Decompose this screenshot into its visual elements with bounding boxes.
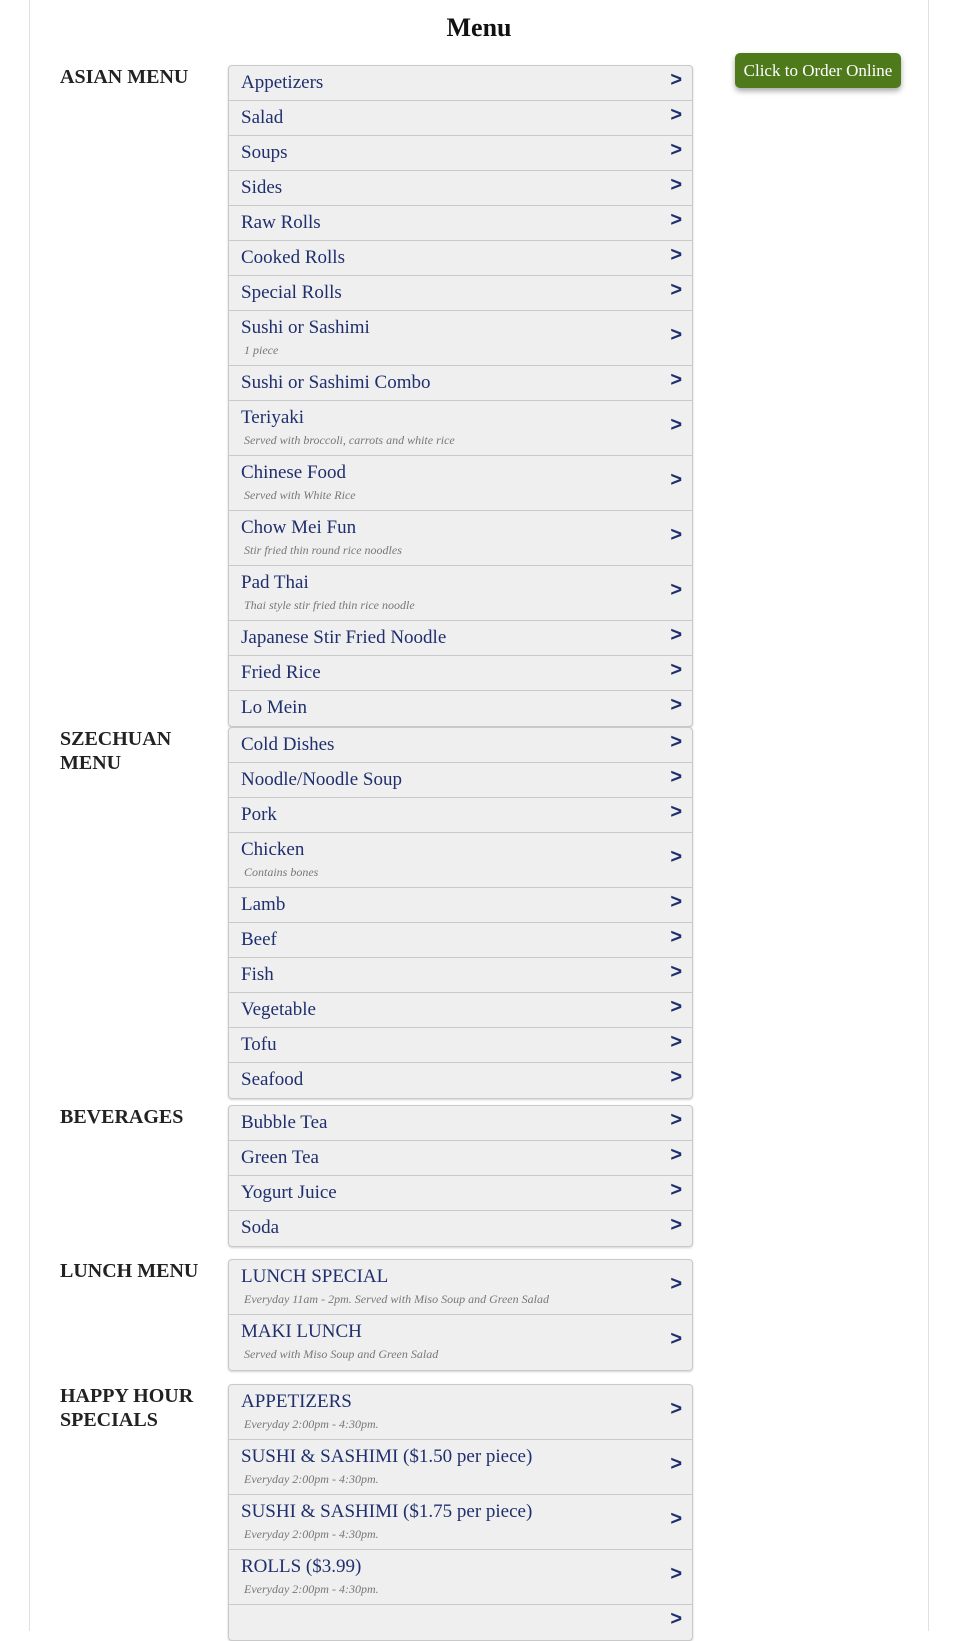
category-list: [228, 65, 693, 727]
category-list: [228, 1259, 693, 1371]
category-description: Served with broccoli, carrots and white rice: [244, 433, 455, 447]
category-description: Served with White Rice: [244, 488, 356, 502]
category-name: Chicken: [241, 839, 305, 860]
page-title: Menu: [446, 13, 512, 42]
menu-category-item[interactable]: [229, 136, 692, 171]
category-name: Soups: [241, 142, 288, 163]
category-description: Stir fried thin round rice noodles: [244, 543, 402, 557]
category-description: Everyday 2:00pm - 4:30pm.: [244, 1417, 379, 1431]
menu-category-item[interactable]: [229, 1063, 692, 1098]
chevron-right-icon: >: [670, 731, 682, 753]
menu-category-item[interactable]: [229, 1605, 692, 1640]
category-name: LUNCH SPECIAL: [241, 1266, 389, 1287]
category-name: Lo Mein: [241, 697, 307, 718]
menu-category-item[interactable]: [229, 1211, 692, 1246]
category-description: Everyday 2:00pm - 4:30pm.: [244, 1582, 379, 1596]
category-name: Fried Rice: [241, 662, 321, 683]
menu-category-item[interactable]: [229, 691, 692, 726]
category-description: Served with Miso Soup and Green Salad: [244, 1347, 439, 1361]
category-name: Green Tea: [241, 1147, 319, 1168]
order-online-button[interactable]: Click to Order Online: [735, 53, 901, 88]
category-description: Everyday 11am - 2pm. Served with Miso Soup and Green Salad: [244, 1292, 549, 1306]
menu-category-item[interactable]: [229, 1028, 692, 1063]
menu-category-item[interactable]: [229, 511, 692, 566]
chevron-right-icon: >: [670, 1214, 682, 1236]
menu-category-item[interactable]: [229, 66, 692, 101]
chevron-right-icon: >: [670, 244, 682, 266]
category-name: Raw Rolls: [241, 212, 321, 233]
category-name: Teriyaki: [241, 407, 305, 428]
category-name: Noodle/Noodle Soup: [241, 769, 402, 790]
category-name: ROLLS ($3.99): [241, 1556, 362, 1577]
category-name: Sushi or Sashimi: [241, 317, 370, 338]
chevron-right-icon: >: [670, 1508, 682, 1530]
chevron-right-icon: >: [670, 1144, 682, 1166]
menu-category-item[interactable]: [229, 656, 692, 691]
menu-category-item[interactable]: [229, 366, 692, 401]
category-name: Pork: [241, 804, 277, 825]
chevron-right-icon: >: [670, 209, 682, 231]
chevron-right-icon: >: [670, 1608, 682, 1630]
chevron-right-icon: >: [670, 846, 682, 868]
section-title: LUNCH MENU: [60, 1260, 199, 1282]
category-name: Special Rolls: [241, 282, 342, 303]
menu-category-item[interactable]: [229, 1141, 692, 1176]
menu-category-item[interactable]: [229, 1106, 692, 1141]
category-name: Sides: [241, 177, 283, 198]
section-title: SZECHUAN MENU: [60, 728, 172, 774]
category-name: MAKI LUNCH: [241, 1321, 362, 1342]
category-name: Vegetable: [241, 999, 316, 1020]
category-list: [228, 1105, 693, 1247]
chevron-right-icon: >: [670, 1273, 682, 1295]
chevron-right-icon: >: [670, 579, 682, 601]
menu-category-item[interactable]: [229, 621, 692, 656]
chevron-right-icon: >: [670, 1398, 682, 1420]
section-title: ASIAN MENU: [60, 66, 189, 88]
category-name: Seafood: [241, 1069, 304, 1090]
chevron-right-icon: >: [670, 694, 682, 716]
menu-category-item[interactable]: [229, 958, 692, 993]
menu-category-item[interactable]: [229, 798, 692, 833]
category-name: Japanese Stir Fried Noodle: [241, 627, 447, 648]
category-name: Appetizers: [241, 72, 324, 93]
chevron-right-icon: >: [670, 1179, 682, 1201]
chevron-right-icon: >: [670, 1066, 682, 1088]
category-description: Everyday 2:00pm - 4:30pm.: [244, 1527, 379, 1541]
category-description: Contains bones: [244, 865, 319, 879]
category-name: Yogurt Juice: [241, 1182, 337, 1203]
category-name: Cooked Rolls: [241, 247, 345, 268]
chevron-right-icon: >: [670, 996, 682, 1018]
category-description: Everyday 2:00pm - 4:30pm.: [244, 1472, 379, 1486]
category-name: Pad Thai: [241, 572, 309, 593]
chevron-right-icon: >: [670, 174, 682, 196]
menu-category-item[interactable]: [229, 1550, 692, 1605]
menu-category-item[interactable]: [229, 101, 692, 136]
chevron-right-icon: >: [670, 961, 682, 983]
chevron-right-icon: >: [670, 624, 682, 646]
menu-category-item[interactable]: [229, 171, 692, 206]
category-name: Chinese Food: [241, 462, 347, 483]
chevron-right-icon: >: [670, 324, 682, 346]
chevron-right-icon: >: [670, 1109, 682, 1131]
chevron-right-icon: >: [670, 891, 682, 913]
chevron-right-icon: >: [670, 1563, 682, 1585]
category-list: [228, 727, 693, 1099]
category-name: Beef: [241, 929, 277, 950]
menu-category-item[interactable]: [229, 1495, 692, 1550]
chevron-right-icon: >: [670, 1328, 682, 1350]
category-list: [228, 1384, 693, 1641]
category-name: Salad: [241, 107, 284, 128]
category-name: Cold Dishes: [241, 734, 335, 755]
chevron-right-icon: >: [670, 926, 682, 948]
category-description: 1 piece: [244, 343, 279, 357]
category-description: Thai style stir fried thin rice noodle: [244, 598, 415, 612]
chevron-right-icon: >: [670, 104, 682, 126]
menu-category-item[interactable]: [229, 993, 692, 1028]
menu-category-item[interactable]: [229, 1260, 692, 1315]
category-name: Soda: [241, 1217, 279, 1238]
category-name: SUSHI & SASHIMI ($1.75 per piece): [241, 1501, 533, 1522]
menu-category-item[interactable]: [229, 206, 692, 241]
menu-category-item[interactable]: [229, 1176, 692, 1211]
chevron-right-icon: >: [670, 139, 682, 161]
category-name: Chow Mei Fun: [241, 517, 357, 538]
chevron-right-icon: >: [670, 469, 682, 491]
chevron-right-icon: >: [670, 69, 682, 91]
category-name: Fish: [241, 964, 274, 985]
chevron-right-icon: >: [670, 659, 682, 681]
category-name: SUSHI & SASHIMI ($1.50 per piece): [241, 1446, 533, 1467]
category-name: Lamb: [241, 894, 286, 915]
category-name: APPETIZERS: [241, 1391, 352, 1412]
menu-category-item[interactable]: [229, 456, 692, 511]
menu-category-item[interactable]: [229, 1385, 692, 1440]
menu-page: [29, 0, 929, 1631]
category-name: Bubble Tea: [241, 1112, 328, 1133]
menu-category-item[interactable]: [229, 923, 692, 958]
chevron-right-icon: >: [670, 279, 682, 301]
chevron-right-icon: >: [670, 414, 682, 436]
chevron-right-icon: >: [670, 1453, 682, 1475]
menu-category-item[interactable]: [229, 1440, 692, 1495]
chevron-right-icon: >: [670, 801, 682, 823]
section-title: BEVERAGES: [60, 1106, 184, 1128]
menu-category-item[interactable]: [229, 241, 692, 276]
menu-category-item[interactable]: [229, 888, 692, 923]
menu-category-item[interactable]: [229, 1315, 692, 1370]
chevron-right-icon: >: [670, 369, 682, 391]
menu-category-item[interactable]: [229, 401, 692, 456]
category-name: Sushi or Sashimi Combo: [241, 372, 431, 393]
menu-category-item[interactable]: [229, 728, 692, 763]
menu-category-item[interactable]: [229, 566, 692, 621]
section-title: HAPPY HOUR SPECIALS: [60, 1385, 194, 1431]
menu-category-item[interactable]: [229, 276, 692, 311]
chevron-right-icon: >: [670, 766, 682, 788]
menu-category-item[interactable]: [229, 763, 692, 798]
chevron-right-icon: >: [670, 1031, 682, 1053]
menu-category-item[interactable]: [229, 311, 692, 366]
chevron-right-icon: >: [670, 524, 682, 546]
category-name: Tofu: [241, 1034, 277, 1055]
menu-category-item[interactable]: [229, 833, 692, 888]
